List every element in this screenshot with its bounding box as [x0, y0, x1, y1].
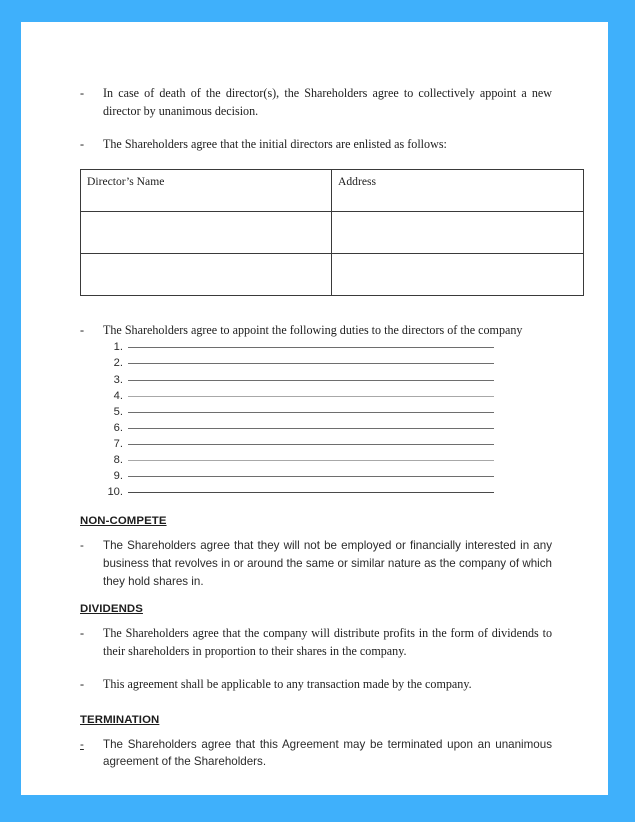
list-item[interactable]: [104, 341, 552, 357]
list-item-blank-line[interactable]: [128, 428, 494, 429]
clause-duties-intro: [80, 322, 552, 340]
clause-dividends-distribution-text: The Shareholders agree that the company will distribute profits in the form of dividends to their shareholders in proportion to their shares in the company.: [103, 626, 552, 658]
list-item[interactable]: [104, 454, 552, 470]
list-item[interactable]: [104, 486, 552, 502]
list-item-number: 1.: [113, 341, 123, 354]
clause-dividends-transactions: [80, 676, 552, 694]
list-item-number: 5.: [113, 405, 123, 418]
spacer: [80, 726, 552, 736]
table-cell-address[interactable]: [332, 253, 584, 295]
list-item-number: 6.: [113, 421, 123, 434]
spacer: [80, 615, 552, 625]
bullet-dash-icon: -: [80, 626, 85, 641]
spacer: [80, 296, 552, 322]
clause-initial-directors-text: The Shareholders agree that the initial directors are enlisted as follows:: [103, 137, 447, 152]
spacer: [80, 590, 552, 603]
list-item-number: 8.: [113, 454, 123, 467]
spacer: [80, 694, 552, 714]
list-item-blank-line[interactable]: [128, 363, 494, 364]
table-cell-director-name[interactable]: [81, 253, 332, 295]
clause-dividends-distribution: [80, 625, 552, 660]
list-item-number: 7.: [113, 437, 123, 450]
spacer: [80, 660, 552, 676]
document-page: [21, 22, 608, 795]
section-heading-non-compete: NON-COMPETE: [80, 515, 167, 528]
list-item-blank-line[interactable]: [128, 492, 494, 493]
bullet-dash-icon: -: [80, 737, 84, 751]
clause-initial-directors: [80, 136, 552, 154]
clause-duties-intro-text: The Shareholders agree to appoint the following duties to the directors of the company: [103, 322, 523, 337]
bullet-dash-icon: -: [80, 86, 85, 100]
spacer: [80, 502, 552, 515]
clause-non-compete-text: The Shareholders agree that they will not be employed or financially interested in any business that revolves in or around the same or similar nature as the company of which they hold shares in.: [103, 539, 552, 588]
table-cell-address[interactable]: [332, 211, 584, 253]
list-item-blank-line[interactable]: [128, 347, 494, 348]
table-cell-director-name[interactable]: [81, 211, 332, 253]
list-item-number: 10.: [107, 486, 123, 499]
list-item-number: 3.: [113, 373, 123, 386]
document-content: [80, 85, 552, 771]
list-item-blank-line[interactable]: [128, 380, 494, 381]
table-row[interactable]: [81, 253, 584, 295]
list-item-blank-line[interactable]: [128, 444, 494, 445]
bullet-dash-icon: -: [80, 322, 85, 337]
list-item-blank-line[interactable]: [128, 476, 494, 477]
list-item[interactable]: [104, 390, 552, 406]
list-item[interactable]: [104, 422, 552, 438]
list-item-blank-line[interactable]: [128, 460, 494, 461]
list-item[interactable]: [104, 357, 552, 373]
list-item-number: 2.: [113, 357, 123, 370]
list-item-blank-line[interactable]: [128, 412, 494, 413]
bullet-dash-icon: -: [80, 539, 84, 553]
list-item[interactable]: [104, 406, 552, 422]
list-item[interactable]: [104, 374, 552, 390]
section-heading-termination: TERMINATION: [80, 713, 160, 726]
list-item[interactable]: [104, 438, 552, 454]
list-item-blank-line[interactable]: [128, 396, 494, 397]
clause-non-compete: [80, 537, 552, 590]
list-item[interactable]: [104, 470, 552, 486]
clause-termination-text: The Shareholders agree that this Agreement may be terminated upon an unanimous agreement of the Shareholders.: [103, 737, 552, 769]
clause-dividends-transactions-text: This agreement shall be applicable to any transaction made by the company.: [103, 677, 472, 692]
clause-death-of-director: [80, 85, 552, 120]
bullet-dash-icon: -: [80, 137, 85, 152]
section-heading-dividends: DIVIDENDS: [80, 603, 143, 616]
duties-blank-list: [104, 341, 552, 502]
bullet-dash-icon: -: [80, 677, 85, 692]
directors-table: [80, 169, 584, 296]
clause-death-of-director-text: In case of death of the director(s), the Shareholders agree to collectively appoint a new director by unanimous decision.: [103, 86, 552, 118]
clause-termination: [80, 736, 552, 771]
list-item-number: 4.: [113, 389, 123, 402]
spacer: [80, 527, 552, 537]
table-header-address: Address: [332, 169, 584, 211]
spacer: [80, 120, 552, 136]
table-header-row: [81, 169, 584, 211]
table-header-director-name: Director’s Name: [81, 169, 332, 211]
table-row[interactable]: [81, 211, 584, 253]
list-item-number: 9.: [113, 470, 123, 483]
